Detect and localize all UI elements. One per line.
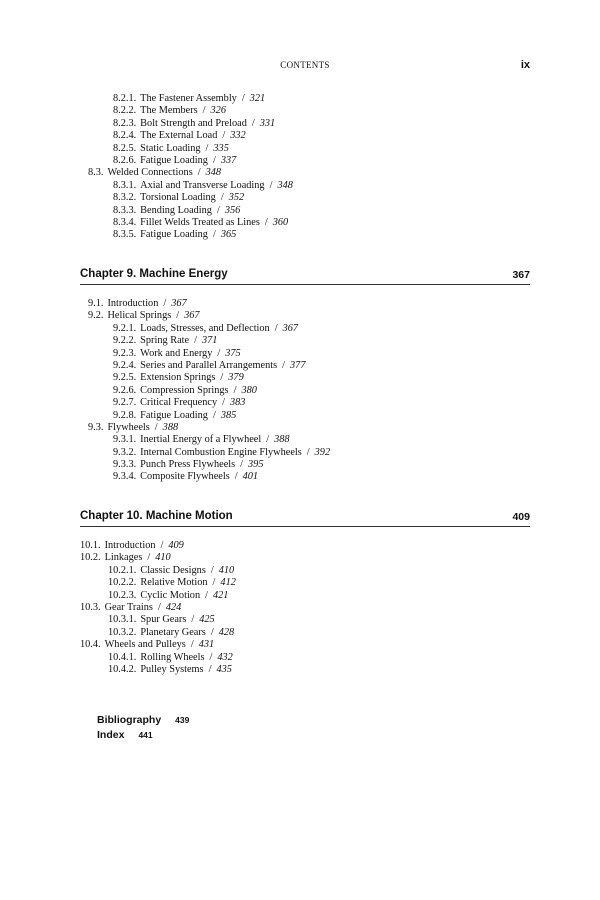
entry-title: Series and Parallel Arrangements [140, 359, 278, 371]
entry-page: 371 [201, 335, 218, 347]
entry-title: Fillet Welds Treated as Lines [140, 216, 260, 228]
entry-title: Fatigue Loading [140, 229, 208, 241]
entry-title: Critical Frequency [140, 397, 218, 409]
toc-entry[interactable]: 8.3.4. Fillet Welds Treated as Lines / 360 [113, 216, 289, 228]
entry-page: 348 [205, 167, 222, 179]
toc-entry[interactable]: 10.2.3. Cyclic Motion / 421 [108, 589, 229, 601]
toc-entry[interactable]: 9.2.8. Fatigue Loading / 385 [113, 409, 237, 421]
entry-title: Internal Combustion Engine Flywheels [140, 446, 302, 458]
chapter-title: Chapter 9. Machine Energy [80, 268, 228, 280]
chapter-heading[interactable] [80, 510, 530, 527]
entry-number: 8.2.4. [113, 130, 137, 142]
entry-page: 360 [272, 216, 289, 228]
entry-number: 10.2.2. [108, 577, 137, 589]
toc-entry[interactable]: 10.3.1. Spur Gears / 425 [108, 614, 215, 626]
entry-title: Pulley Systems [140, 663, 204, 675]
toc-entry[interactable]: 8.2.3. Bolt Strength and Preload / 331 [113, 117, 276, 129]
entry-title: Composite Flywheels [140, 471, 230, 483]
entry-title: Extension Springs [140, 372, 216, 384]
entry-title: Cyclic Motion [140, 589, 201, 601]
entry-title: Fatigue Loading [140, 154, 208, 166]
entry-page: 428 [218, 626, 235, 638]
entry-number: 9.3.3. [113, 459, 137, 471]
entry-page: 321 [249, 93, 266, 104]
entry-number: 9.3.4. [113, 471, 137, 483]
entry-page: 331 [259, 117, 276, 129]
entry-number: 8.2.2. [113, 105, 137, 117]
toc-entry[interactable]: 9.3.4. Composite Flywheels / 401 [113, 471, 259, 483]
back-matter-page: 439 [175, 715, 190, 725]
entry-title: The Members [140, 105, 198, 117]
entry-page: 388 [162, 421, 179, 433]
entry-page: 367 [184, 310, 200, 322]
toc-entry[interactable]: 10.2. Linkages / 410 [80, 552, 171, 564]
entry-page: 388 [274, 434, 290, 446]
entry-title: Torsional Loading [140, 192, 216, 204]
entry-number: 10.3.2. [108, 626, 137, 638]
entry-page: 348 [277, 179, 293, 191]
entry-page: 421 [212, 589, 229, 601]
entry-page: 337 [220, 154, 237, 166]
entry-title: Planetary Gears [140, 626, 206, 638]
back-matter-item-index[interactable] [97, 726, 189, 741]
entry-page: 365 [220, 229, 237, 241]
toc-entry[interactable]: 8.2.4. The External Load / 332 [113, 130, 246, 142]
entry-number: 8.3. [88, 167, 104, 179]
toc-entry[interactable]: 8.2.6. Fatigue Loading / 337 [113, 154, 237, 166]
toc-entry[interactable]: 9.1. Introduction / 367 [88, 298, 187, 309]
entry-page: 395 [248, 459, 264, 471]
entry-page: 432 [217, 651, 233, 663]
entry-number: 9.2.8. [113, 409, 137, 421]
toc-entry[interactable]: 8.3. Welded Connections / 348 [88, 167, 222, 179]
entry-title: Linkages [104, 552, 143, 564]
entry-page: 375 [225, 347, 241, 359]
toc-entry[interactable]: 9.2.5. Extension Springs / 379 [113, 372, 244, 384]
entry-number: 10.4.1. [108, 651, 137, 663]
entry-page: 409 [168, 540, 184, 551]
entry-title: Static Loading [140, 142, 201, 154]
entry-number: 9.2.6. [113, 384, 137, 396]
entry-number: 10.2. [80, 552, 101, 564]
toc-entry[interactable]: 8.2.2. The Members / 326 [113, 105, 226, 117]
entry-title: Flywheels [107, 421, 150, 433]
toc-entry[interactable]: 8.3.3. Bending Loading / 356 [113, 204, 241, 216]
entry-number: 9.1. [88, 298, 104, 309]
entry-title: Rolling Wheels [140, 651, 205, 663]
entry-page: 401 [242, 471, 259, 483]
entry-title: Punch Press Flywheels [140, 459, 236, 471]
back-matter-item-bibliography[interactable] [97, 711, 189, 726]
entry-number: 10.2.1. [108, 564, 137, 576]
entry-title: Spring Rate [140, 335, 190, 347]
entry-title: Axial and Transverse Loading [140, 179, 265, 191]
toc-entry[interactable]: 9.2.4. Series and Parallel Arrangements / 377 [113, 359, 306, 371]
back-matter-title: Bibliography [97, 714, 162, 726]
toc-entry[interactable]: 8.2.1. The Fastener Assembly / 321 [113, 93, 266, 104]
entry-title: Bending Loading [140, 204, 212, 216]
entry-page: 367 [282, 322, 299, 334]
entry-title: Introduction [107, 298, 159, 309]
entry-page: 332 [230, 130, 246, 142]
toc-entry[interactable]: 8.3.5. Fatigue Loading / 365 [113, 229, 237, 241]
entry-page: 392 [314, 446, 331, 458]
entry-page: 380 [241, 384, 257, 396]
entry-page: 424 [165, 601, 182, 613]
entry-page: 410 [218, 564, 235, 576]
chapter-title: Chapter 10. Machine Motion [80, 510, 233, 522]
entry-page: 335 [213, 142, 229, 154]
toc-entry[interactable]: 8.2.5. Static Loading / 335 [113, 142, 229, 154]
entry-number: 8.2.5. [113, 142, 137, 154]
entry-page: 410 [155, 552, 171, 564]
entry-number: 8.3.3. [113, 204, 137, 216]
entry-number: 9.2.7. [113, 397, 137, 409]
entry-page: 385 [220, 409, 237, 421]
entry-number: 9.2.1. [113, 322, 137, 334]
running-head [80, 60, 530, 74]
entry-title: Introduction [104, 540, 156, 551]
entry-number: 9.2.2. [113, 335, 137, 347]
entry-number: 10.4.2. [108, 663, 137, 675]
toc-entry[interactable]: 10.1. Introduction / 409 [80, 540, 184, 551]
chapter-heading[interactable] [80, 268, 530, 285]
entry-page: 367 [171, 298, 187, 309]
entry-number: 8.3.4. [113, 216, 137, 228]
toc-entry[interactable]: 10.3. Gear Trains / 424 [80, 601, 182, 613]
entry-number: 10.3. [80, 601, 101, 613]
entry-number: 9.3.1. [113, 434, 137, 446]
toc-entry[interactable]: 8.3.2. Torsional Loading / 352 [113, 192, 245, 204]
entry-title: Inertial Energy of a Flywheel [140, 434, 262, 446]
entry-number: 9.2.5. [113, 372, 137, 384]
entry-title: Classic Designs [140, 564, 206, 576]
toc-entry[interactable]: 10.4.2. Pulley Systems / 435 [108, 663, 232, 675]
entry-page: 412 [220, 577, 236, 589]
entry-page: 326 [210, 105, 226, 117]
entry-number: 8.3.1. [113, 179, 137, 191]
toc-entry[interactable]: 9.2. Helical Springs / 367 [88, 310, 200, 322]
entry-page: 383 [229, 397, 246, 409]
entry-number: 10.1. [80, 540, 101, 551]
entry-title: Work and Energy [140, 347, 213, 359]
entry-title: Relative Motion [140, 577, 208, 589]
entry-title: Compression Springs [140, 384, 229, 396]
toc-entry[interactable]: 9.3.1. Inertial Energy of a Flywheel / 388 [113, 434, 290, 446]
entry-number: 8.2.1. [113, 93, 137, 104]
entry-title: Wheels and Pulleys [104, 639, 186, 651]
back-matter [97, 711, 189, 741]
entry-page: 379 [228, 372, 244, 384]
entry-number: 8.2.6. [113, 154, 137, 166]
entry-title: Loads, Stresses, and Deflection [140, 322, 270, 334]
entry-title: Gear Trains [104, 601, 153, 613]
entry-title: Fatigue Loading [140, 409, 208, 421]
entry-title: Welded Connections [107, 167, 193, 179]
toc-entry[interactable]: 10.2.1. Classic Designs / 410 [108, 564, 235, 576]
toc-entry[interactable]: 9.2.1. Loads, Stresses, and Deflection / 367 [113, 322, 299, 334]
entry-number: 9.2.4. [113, 359, 137, 371]
entry-page: 352 [228, 192, 245, 204]
entry-page: 356 [224, 204, 241, 216]
entry-page: 425 [199, 614, 215, 626]
page-number: ix [520, 59, 530, 71]
entry-number: 9.2. [88, 310, 104, 322]
entry-number: 10.2.3. [108, 589, 137, 601]
toc-entry[interactable]: 9.2.3. Work and Energy / 375 [113, 347, 241, 359]
toc-chapter-10 [80, 540, 530, 676]
chapter-page: 367 [512, 269, 530, 281]
entry-number: 9.2.3. [113, 347, 137, 359]
toc-entry[interactable]: 10.4. Wheels and Pulleys / 431 [80, 639, 215, 651]
entry-number: 10.3.1. [108, 614, 137, 626]
entry-title: Bolt Strength and Preload [140, 117, 247, 129]
entry-title: The Fastener Assembly [140, 93, 237, 104]
toc-entry[interactable]: 9.3. Flywheels / 388 [88, 421, 179, 433]
entry-number: 9.3. [88, 421, 104, 433]
chapter-page: 409 [512, 511, 530, 523]
back-matter-page: 441 [138, 730, 153, 740]
toc-entry[interactable]: 9.2.6. Compression Springs / 380 [113, 384, 257, 396]
toc-entry[interactable]: 10.3.2. Planetary Gears / 428 [108, 626, 235, 638]
entry-page: 377 [290, 359, 306, 371]
entry-number: 8.2.3. [113, 117, 137, 129]
running-title: CONTENTS [280, 60, 330, 70]
toc-entry[interactable]: 9.3.3. Punch Press Flywheels / 395 [113, 459, 264, 471]
toc-entry[interactable]: 10.2.2. Relative Motion / 412 [108, 577, 236, 589]
entry-number: 8.3.5. [113, 229, 137, 241]
toc-chapter-9 [80, 298, 530, 484]
back-matter-title: Index [97, 729, 125, 741]
toc-entry[interactable]: 8.3.1. Axial and Transverse Loading / 348 [113, 179, 293, 191]
entry-page: 435 [216, 663, 232, 675]
entry-title: Spur Gears [140, 614, 187, 626]
entry-number: 8.3.2. [113, 192, 137, 204]
entry-number: 10.4. [80, 639, 101, 651]
toc-entry[interactable]: 10.4.1. Rolling Wheels / 432 [108, 651, 233, 663]
entry-title: Helical Springs [107, 310, 172, 322]
entry-number: 9.3.2. [113, 446, 137, 458]
toc-section-8-continued [80, 93, 530, 242]
entry-page: 431 [198, 639, 215, 651]
toc-entry[interactable]: 9.2.2. Spring Rate / 371 [113, 335, 218, 347]
toc-entry[interactable]: 9.2.7. Critical Frequency / 383 [113, 397, 246, 409]
entry-title: The External Load [140, 130, 218, 142]
toc-entry[interactable]: 9.3.2. Internal Combustion Engine Flywheels / 392 [113, 446, 331, 458]
